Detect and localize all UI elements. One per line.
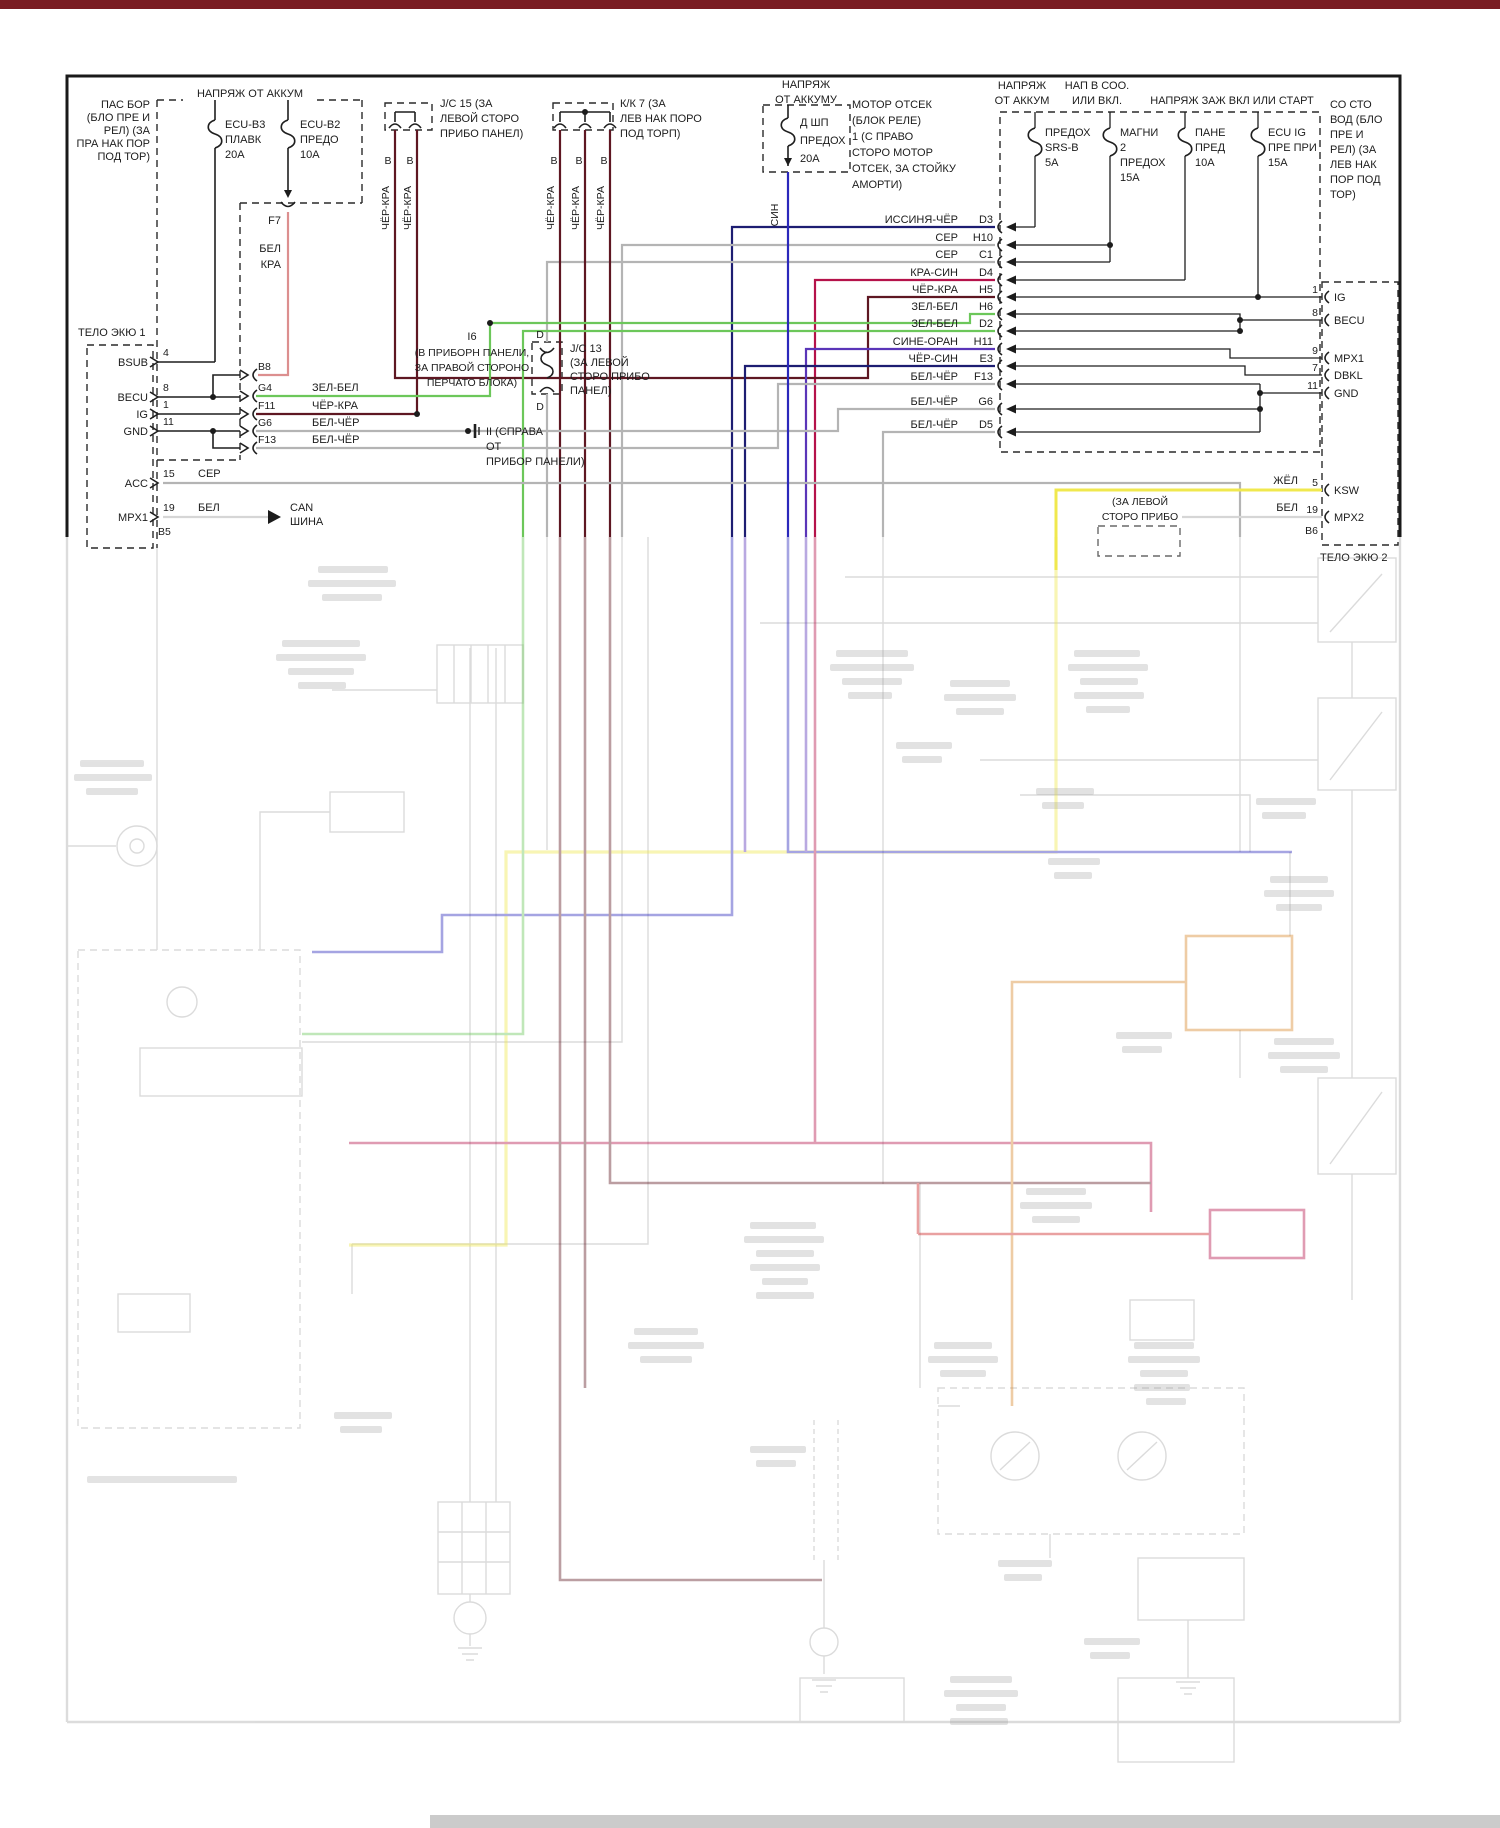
ecu2-pin-mpx2: MPX2: [1334, 512, 1364, 524]
row-pin: G6: [978, 396, 993, 408]
row-wire-label: ЗЕЛ-БЕЛ: [911, 318, 958, 330]
ecu2-pin-num: 19: [1306, 504, 1318, 516]
row-pin: H11: [973, 336, 993, 348]
jc13-d-bottom: D: [536, 401, 544, 413]
motor-note: АМОРТИ): [852, 179, 903, 191]
wire-label-sin: СИН: [769, 203, 781, 227]
conn-i6-note: ЗА ПРАВОЙ СТОРОНО: [414, 362, 530, 374]
kk7-note: ПОД ТОРП): [620, 128, 681, 140]
motor-note: СТОРО МОТОР: [852, 147, 933, 159]
pin-g6: G6: [258, 417, 273, 429]
jc13-note: J/C 13: [570, 343, 602, 355]
kk7-b: B: [575, 155, 583, 167]
pin-bsub: BSUB: [118, 357, 148, 369]
body-ecu2-title: ТЕЛО ЭКЮ 2: [1320, 552, 1388, 564]
ecu2-pin-num: 7: [1312, 362, 1318, 374]
row-pin: D3: [978, 214, 993, 226]
pin-becu: BECU: [117, 392, 148, 404]
ecu2-pin-b6: B6: [1305, 525, 1318, 537]
jc15-note: ЛЕВОЙ СТОРО: [440, 113, 520, 125]
fuse-pane-label: ПАНЕ: [1195, 127, 1226, 139]
bottom-gray-strip: [430, 1815, 1500, 1828]
row-wire-label: БЕЛ-ЧЁР: [910, 396, 958, 408]
wire-label-kra: КРА: [260, 259, 281, 271]
pin-acc: ACC: [124, 478, 148, 490]
conn-i6-note: ПЕРЧАТО БЛОКА): [426, 377, 518, 389]
so-sto-note: ТОР): [1330, 189, 1356, 201]
ecu2-pin-num: 11: [1307, 380, 1318, 392]
pin-num-11: 11: [163, 416, 174, 428]
top-red-strip: [0, 0, 1500, 9]
row-pin: H10: [972, 232, 993, 244]
row-wire-label: СЕР: [935, 249, 958, 261]
wire-label-cher-kra: ЧЁР-КРА: [312, 400, 359, 412]
dshp-fuse-label: 20А: [800, 153, 820, 165]
fuse-symbols: [208, 118, 1265, 378]
wire-label-bel: БЕЛ: [259, 243, 281, 255]
fusebox-header2: НАП В СОО.: [1064, 80, 1130, 92]
row-wire-label: БЕЛ-ЧЁР: [910, 371, 958, 383]
fusebox-header1: ОТ АККУМ: [994, 95, 1050, 107]
ecu2-pin-num: 9: [1312, 345, 1318, 357]
header-napryazh-ot-akkum: НАПРЯЖ ОТ АККУМ: [196, 88, 304, 100]
wire-label-bel2: БЕЛ: [198, 502, 220, 514]
ecu2-pin-ksw: KSW: [1334, 485, 1360, 497]
row-wire-label: ЗЕЛ-БЕЛ: [911, 301, 958, 313]
row-pin: D2: [978, 318, 993, 330]
row-wire-label: БЕЛ-ЧЁР: [910, 419, 958, 431]
wire-bel-cher-f13: [256, 384, 995, 448]
pin-g4: G4: [258, 382, 273, 394]
row-pin: C1: [978, 249, 993, 261]
ecu2-pin-ig: IG: [1334, 292, 1346, 304]
row-pin: F13: [974, 371, 993, 383]
so-sto-note: ЛЕВ НАК: [1330, 159, 1377, 171]
kk7-wire-label: ЧЁР-КРА: [595, 186, 607, 230]
kk7-note: ЛЕВ НАК ПОРО: [620, 113, 702, 125]
pin-f7: F7: [268, 215, 281, 227]
row-pin: D5: [978, 419, 993, 431]
jc15-wire-label: ЧЁР-КРА: [402, 186, 414, 230]
pin-gnd: GND: [123, 426, 148, 438]
jc15-b: B: [406, 155, 414, 167]
can-bus-label: CAN: [290, 502, 314, 514]
ground-ii-note: ПРИБОР ПАНЕЛИ): [486, 456, 585, 468]
so-sto-note: ПРЕ И: [1330, 129, 1364, 141]
jc15-note: J/C 15 (ЗА: [440, 98, 493, 110]
pin-num-8: 8: [163, 382, 169, 394]
wire-label-bel-cher: БЕЛ-ЧЁР: [312, 417, 360, 429]
kk7-b: B: [550, 155, 558, 167]
conn-i6-id: I6: [467, 331, 477, 343]
wire-bel-cher-g6: [256, 409, 995, 431]
ecu2-pin-becu: BECU: [1334, 315, 1365, 327]
ecu2-connector-note: СТОРО ПРИБО: [1101, 511, 1179, 523]
pin-num-1: 1: [163, 399, 169, 411]
fuse-ecuig-label: ПРЕ ПРИ: [1268, 142, 1317, 154]
dshp-fuse-label: ПРЕДОХ: [800, 135, 846, 147]
row-pin: E3: [979, 353, 993, 365]
kk7-wire-label: ЧЁР-КРА: [545, 186, 557, 230]
pas-bor-line: ПОД ТОР): [97, 151, 150, 163]
ecu2-pin-num: 8: [1312, 307, 1318, 319]
fuse-ecu-b2-label: 10А: [300, 149, 320, 161]
pas-bor-line: ПАС БОР: [101, 99, 150, 111]
row-wire-label: СИНЕ-ОРАН: [892, 336, 958, 348]
pin-num-15: 15: [163, 468, 175, 480]
pin-num-19: 19: [163, 502, 175, 514]
fuse-ecu-b2-label: ECU-B2: [300, 119, 341, 131]
pin-num-4: 4: [163, 347, 169, 359]
row-wire-label: КРА-СИН: [910, 267, 958, 279]
wire-label-ser: СЕР: [198, 468, 221, 480]
wire-label-zhel: ЖЁЛ: [1273, 475, 1298, 487]
motor-note: (БЛОК РЕЛЕ): [852, 115, 922, 127]
pin-mpx1: MPX1: [118, 512, 148, 524]
row-pin: D4: [978, 267, 993, 279]
ground-ii-note: ОТ: [486, 441, 502, 453]
fuse-magni-label: ПРЕДОХ: [1120, 157, 1166, 169]
ecu2-pin-num: 1: [1312, 284, 1318, 296]
ecu2-pin-gnd: GND: [1334, 388, 1359, 400]
pas-bor-line: РЕЛ) (ЗА: [103, 125, 150, 137]
fuse-ecu-b3-label: ПЛАВК: [225, 134, 262, 146]
motor-note: 1 (С ПРАВО: [852, 131, 914, 143]
dshp-fuse-label: Д ШП: [800, 117, 829, 129]
pas-bor-line: (БЛО ПРЕ И: [86, 112, 150, 124]
jc13-note: (ЗА ЛЕВОЙ: [570, 357, 629, 369]
wire-cher-sin: [745, 366, 995, 537]
so-sto-note: ВОД (БЛО: [1330, 114, 1383, 126]
so-sto-note: СО СТО: [1330, 99, 1372, 111]
pin-b8: B8: [258, 361, 271, 373]
ground-ii-note: II (СПРАВА: [486, 426, 543, 438]
can-bus-label: ШИНА: [290, 516, 324, 528]
jc15-note: ПРИБО ПАНЕЛ): [440, 128, 524, 140]
fuse-ecuig-label: ECU IG: [1268, 127, 1306, 139]
jc13-note: СТОРО ПРИБО: [570, 371, 650, 383]
fuse-pane-label: ПРЕД: [1195, 142, 1226, 154]
wire-bel-kra: [258, 212, 288, 375]
ghost-linework: [67, 537, 1400, 1762]
fuse-srsb-label: 5А: [1045, 157, 1059, 169]
fuse-magni-label: 2: [1120, 142, 1127, 154]
row-wire-label: СЕР: [935, 232, 958, 244]
ecu2-pin-mpx1: MPX1: [1334, 353, 1364, 365]
fusebox-header1: НАПРЯЖ: [997, 80, 1047, 92]
row-wire-label: ЧЁР-КРА: [911, 284, 958, 296]
fusebox-header3: НАПРЯЖ ЗАЖ ВКЛ ИЛИ СТАРТ: [1150, 95, 1314, 107]
jc15-wire-label: ЧЁР-КРА: [380, 186, 392, 230]
fuse-ecu-b3-label: ECU-B3: [225, 119, 266, 131]
fuse-ecu-b3-label: 20А: [225, 149, 245, 161]
so-sto-note: ПОР ПОД: [1330, 174, 1381, 186]
wire-bel-cher-d5: [883, 432, 995, 537]
dshp-header: НАПРЯЖ: [781, 79, 831, 91]
motor-note: ОТСЕК, ЗА СТОЙКУ: [852, 163, 956, 175]
fuse-magni-label: МАГНИ: [1120, 127, 1159, 139]
pin-b5: B5: [158, 526, 171, 538]
fuse-pane-label: 10А: [1195, 157, 1215, 169]
jc13-note: ПАНЕЛ): [570, 385, 612, 397]
fuse-ecuig-label: 15А: [1268, 157, 1288, 169]
fusebox-header2: ИЛИ ВКЛ.: [1071, 95, 1123, 107]
pin-f11: F11: [258, 400, 276, 412]
ecu2-pin-dbkl: DBKL: [1334, 370, 1363, 382]
pin-f13: F13: [258, 434, 277, 446]
wire-label-bel-cher: БЕЛ-ЧЁР: [312, 434, 360, 446]
jc13-d-top: D: [536, 329, 544, 341]
ghost-colored-wires: [302, 537, 1304, 1580]
pin-ig: IG: [136, 409, 148, 421]
so-sto-note: РЕЛ) (ЗА: [1330, 144, 1377, 156]
wire-label-zel-bel: ЗЕЛ-БЕЛ: [312, 382, 359, 394]
kk7-wire-label: ЧЁР-КРА: [570, 186, 582, 230]
wire-label-bel3: БЕЛ: [1276, 502, 1298, 514]
kk7-b: B: [600, 155, 608, 167]
conn-i6-note: (В ПРИБОРН ПАНЕЛИ,: [414, 347, 530, 359]
fuse-ecu-b2-label: ПРЕДО: [300, 134, 339, 146]
row-pin: H6: [978, 301, 993, 313]
dshp-header: ОТ АККУМУ: [775, 94, 837, 106]
jc15-b: B: [384, 155, 392, 167]
wire-cher-kra-f11: [256, 130, 417, 414]
fuse-magni-label: 15А: [1120, 172, 1140, 184]
connector-glyphs: [150, 109, 1329, 524]
body-ecu1-title: ТЕЛО ЭКЮ 1: [78, 327, 146, 339]
row-pin: H5: [978, 284, 993, 296]
ecu2-pin-num: 5: [1312, 477, 1318, 489]
pas-bor-line: ПРА НАК ПОР: [76, 138, 150, 150]
faded-diagram-section: [67, 537, 1400, 1762]
motor-note: МОТОР ОТСЕК: [852, 99, 932, 111]
kk7-note: К/К 7 (ЗА: [620, 98, 666, 110]
ecu2-connector-note: (ЗА ЛЕВОЙ: [1111, 496, 1169, 508]
fuse-srsb-label: SRS-B: [1045, 142, 1079, 154]
row-wire-label: ИССИНЯ-ЧЁР: [884, 214, 958, 226]
row-wire-label: ЧЁР-СИН: [908, 353, 958, 365]
fuse-srsb-label: ПРЕДОХ: [1045, 127, 1091, 139]
